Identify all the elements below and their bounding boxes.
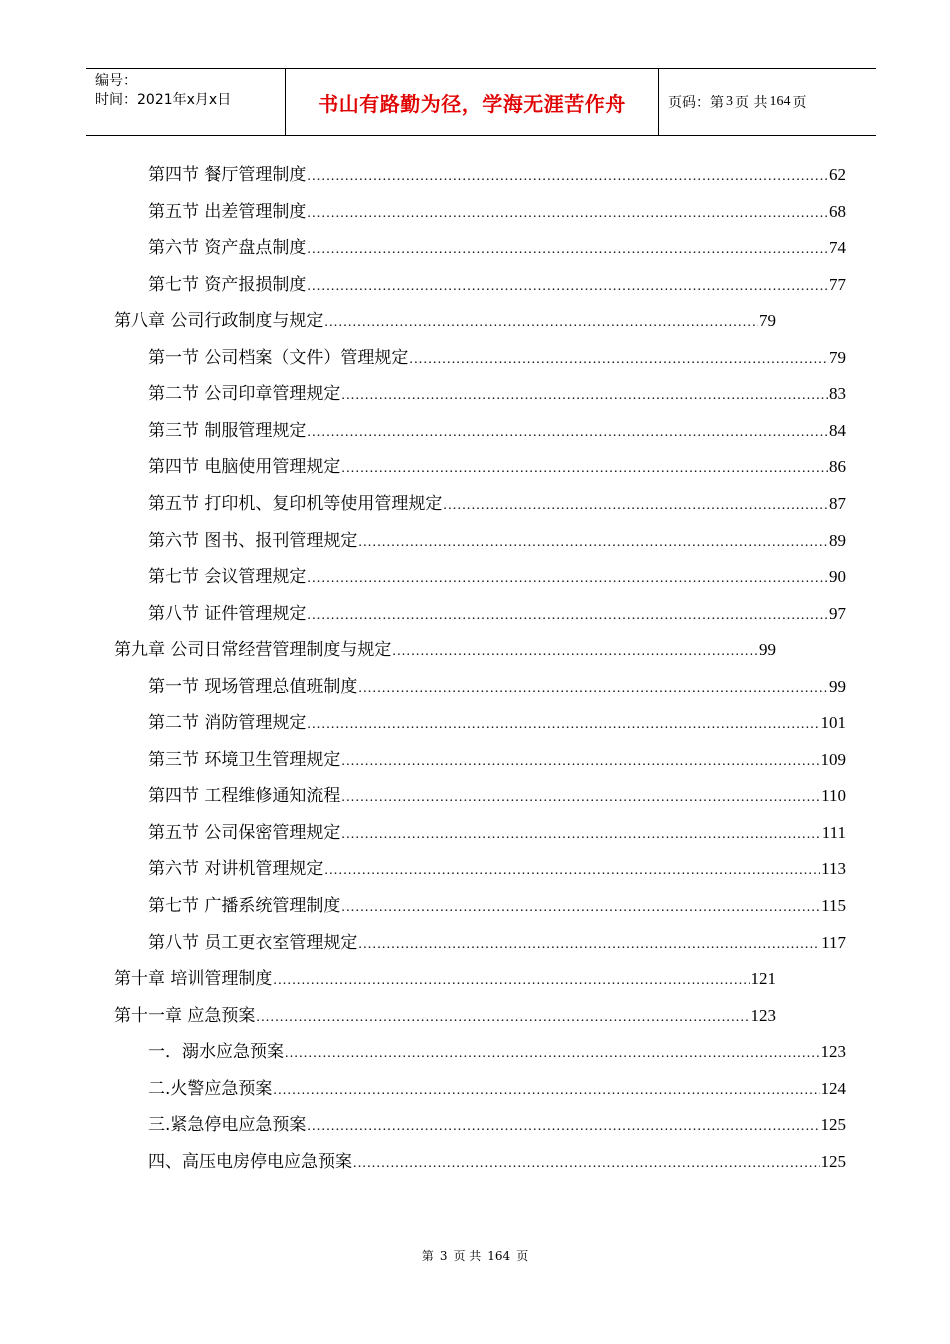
footer-prefix: 第 (421, 1249, 434, 1263)
toc-leader-dots (443, 498, 828, 514)
toc-entry[interactable] (148, 818, 846, 842)
toc-entry-title: 第九章 公司日常经营管理制度与规定 (114, 640, 392, 661)
toc-leader-dots (341, 790, 820, 806)
toc-entry-title: 第二节 公司印章管理规定 (148, 384, 341, 405)
toc-entry-title: 第六节 图书、报刊管理规定 (148, 530, 358, 551)
header-page-total: 164 (769, 94, 791, 109)
toc-entry-title: 第七节 资产报损制度 (148, 274, 307, 295)
toc-entry-page-number: 109 (820, 749, 846, 769)
toc-entry-title: 第八节 证件管理规定 (148, 603, 307, 624)
toc-leader-dots (324, 863, 820, 879)
toc-entry-page-number: 79 (759, 311, 776, 331)
toc-entry-title: 第七节 会议管理规定 (148, 567, 307, 588)
toc-entry-page-number: 86 (829, 457, 846, 477)
toc-entry-title: 三.紧急停电应急预案 (148, 1115, 307, 1136)
toc-leader-dots (324, 315, 758, 331)
toc-leader-dots (392, 644, 758, 660)
toc-entry[interactable] (148, 526, 846, 550)
document-number-label: 编号： (95, 73, 137, 89)
toc-entry-page-number: 77 (829, 274, 846, 294)
toc-leader-dots (307, 169, 828, 185)
toc-entry[interactable] (114, 306, 776, 330)
toc-entry[interactable] (148, 452, 846, 476)
toc-entry-page-number: 99 (829, 676, 846, 696)
toc-entry[interactable] (148, 1037, 846, 1061)
toc-entry-title: 第三节 环境卫生管理规定 (148, 749, 341, 770)
header-page-info (659, 69, 876, 135)
toc-entry-page-number: 113 (821, 859, 846, 879)
footer-total: 164 (487, 1249, 511, 1263)
toc-leader-dots (307, 206, 828, 222)
toc-entry-title: 第二节 消防管理规定 (148, 713, 307, 734)
header-page-current: 3 (726, 94, 733, 109)
toc-entry-title: 第五节 公司保密管理规定 (148, 822, 341, 843)
toc-entry-title: 第七节 广播系统管理制度 (148, 896, 341, 916)
toc-entry[interactable] (148, 1074, 846, 1098)
page-header (86, 68, 876, 136)
toc-entry[interactable] (114, 1001, 776, 1025)
toc-entry-page-number: 87 (829, 493, 846, 513)
toc-entry[interactable] (148, 562, 846, 586)
toc-entry-title: 第八章 公司行政制度与规定 (114, 311, 324, 332)
toc-entry[interactable] (148, 160, 846, 184)
header-page-suffix: 页 (792, 95, 807, 111)
toc-entry[interactable] (148, 1110, 846, 1134)
toc-leader-dots (307, 571, 828, 587)
toc-entry-page-number: 68 (829, 201, 846, 221)
toc-leader-dots (307, 425, 828, 441)
toc-entry[interactable] (148, 928, 846, 952)
toc-entry[interactable] (148, 343, 846, 367)
toc-entry[interactable] (148, 270, 846, 294)
header-motto: 书山有路勤为径，学海无涯苦作舟 (286, 69, 659, 135)
toc-entry-page-number: 99 (759, 640, 776, 660)
toc-entry[interactable] (148, 891, 846, 915)
toc-entry[interactable] (114, 964, 776, 988)
toc-entry-page-number: 115 (821, 896, 846, 915)
toc-entry-title: 第一节 公司档案（文件）管理规定 (148, 347, 409, 368)
toc-entry[interactable] (148, 708, 846, 732)
toc-entry-title: 第四节 电脑使用管理规定 (148, 457, 341, 478)
toc-entry-title: 第三节 制服管理规定 (148, 420, 307, 441)
toc-leader-dots (273, 973, 749, 989)
footer-suffix: 页 (516, 1249, 529, 1263)
toc-entry-page-number: 124 (820, 1078, 846, 1098)
toc-leader-dots (409, 352, 828, 368)
toc-leader-dots (256, 1010, 749, 1026)
toc-entry-title: 第五节 打印机、复印机等使用管理规定 (148, 493, 443, 514)
toc-entry[interactable] (148, 197, 846, 221)
toc-leader-dots (341, 900, 820, 916)
toc-leader-dots (358, 937, 820, 953)
toc-entry-page-number: 111 (821, 822, 846, 842)
toc-entry-page-number: 90 (829, 567, 846, 587)
toc-entry-title: 第八节 员工更衣室管理规定 (148, 932, 358, 953)
toc-entry-page-number: 101 (820, 713, 846, 733)
toc-entry-page-number: 97 (829, 603, 846, 623)
toc-leader-dots (307, 608, 828, 624)
toc-entry-page-number: 84 (829, 420, 846, 440)
toc-entry-page-number: 125 (820, 1151, 846, 1171)
document-date-label: 时间：2021年x月x日 (95, 92, 232, 108)
toc-entry-title: 第六节 对讲机管理规定 (148, 859, 324, 880)
toc-entry[interactable] (148, 233, 846, 257)
toc-entry-title: 第十一章 应急预案 (114, 1005, 256, 1026)
toc-leader-dots (341, 754, 819, 770)
toc-entry-title: 一．溺水应急预案 (148, 1042, 284, 1063)
toc-entry[interactable] (148, 1147, 846, 1171)
toc-leader-dots (358, 535, 828, 551)
toc-entry[interactable] (148, 489, 846, 513)
toc-entry-page-number: 89 (829, 530, 846, 550)
toc-entry-page-number: 74 (829, 238, 846, 258)
toc-entry-title: 第四节 餐厅管理制度 (148, 165, 307, 185)
toc-entry-page-number: 117 (821, 932, 846, 952)
toc-entry-title: 第六节 资产盘点制度 (148, 238, 307, 259)
footer-current: 3 (439, 1249, 448, 1263)
toc-entry[interactable] (148, 781, 846, 805)
toc-entry-title: 第四节 工程维修通知流程 (148, 786, 341, 807)
toc-entry[interactable] (148, 854, 846, 878)
toc-entry-title: 第一节 现场管理总值班制度 (148, 676, 358, 697)
toc-leader-dots (358, 681, 828, 697)
toc-entry[interactable] (148, 599, 846, 623)
toc-entry-title: 第五节 出差管理制度 (148, 201, 307, 222)
toc-entry-page-number: 123 (750, 1005, 776, 1025)
header-page-mid: 页 共 (735, 95, 768, 111)
toc-entry[interactable] (148, 745, 846, 769)
toc-entry[interactable] (148, 379, 846, 403)
toc-leader-dots (341, 388, 828, 404)
toc-entry-title: 二.火警应急预案 (148, 1078, 273, 1099)
toc-entry-page-number: 123 (820, 1042, 846, 1062)
toc-leader-dots (307, 242, 828, 258)
toc-entry-page-number: 110 (821, 786, 846, 806)
toc-leader-dots (341, 827, 820, 843)
toc-entry[interactable] (148, 672, 846, 696)
toc-entry[interactable] (148, 416, 846, 440)
toc-leader-dots (307, 1119, 819, 1135)
toc-leader-dots (353, 1156, 820, 1172)
toc-leader-dots (307, 279, 828, 295)
toc-entry-page-number: 121 (750, 969, 776, 989)
toc-entry[interactable] (114, 635, 776, 659)
toc-entry-title: 四、高压电房停电应急预案 (148, 1151, 352, 1172)
toc-leader-dots (341, 461, 828, 477)
toc-leader-dots (273, 1083, 819, 1099)
header-page-prefix: 页码：第 (668, 95, 724, 111)
header-meta (86, 69, 286, 135)
page-footer (0, 1247, 950, 1264)
toc-entry-title: 第十章 培训管理制度 (114, 969, 273, 990)
toc-leader-dots (307, 717, 819, 733)
toc-entry-page-number: 125 (820, 1115, 846, 1135)
footer-mid: 页 共 (453, 1249, 482, 1263)
toc-entry-page-number: 79 (829, 347, 846, 367)
toc-entry-page-number: 62 (829, 165, 846, 184)
toc-leader-dots (285, 1046, 820, 1062)
toc-entry-page-number: 83 (829, 384, 846, 404)
